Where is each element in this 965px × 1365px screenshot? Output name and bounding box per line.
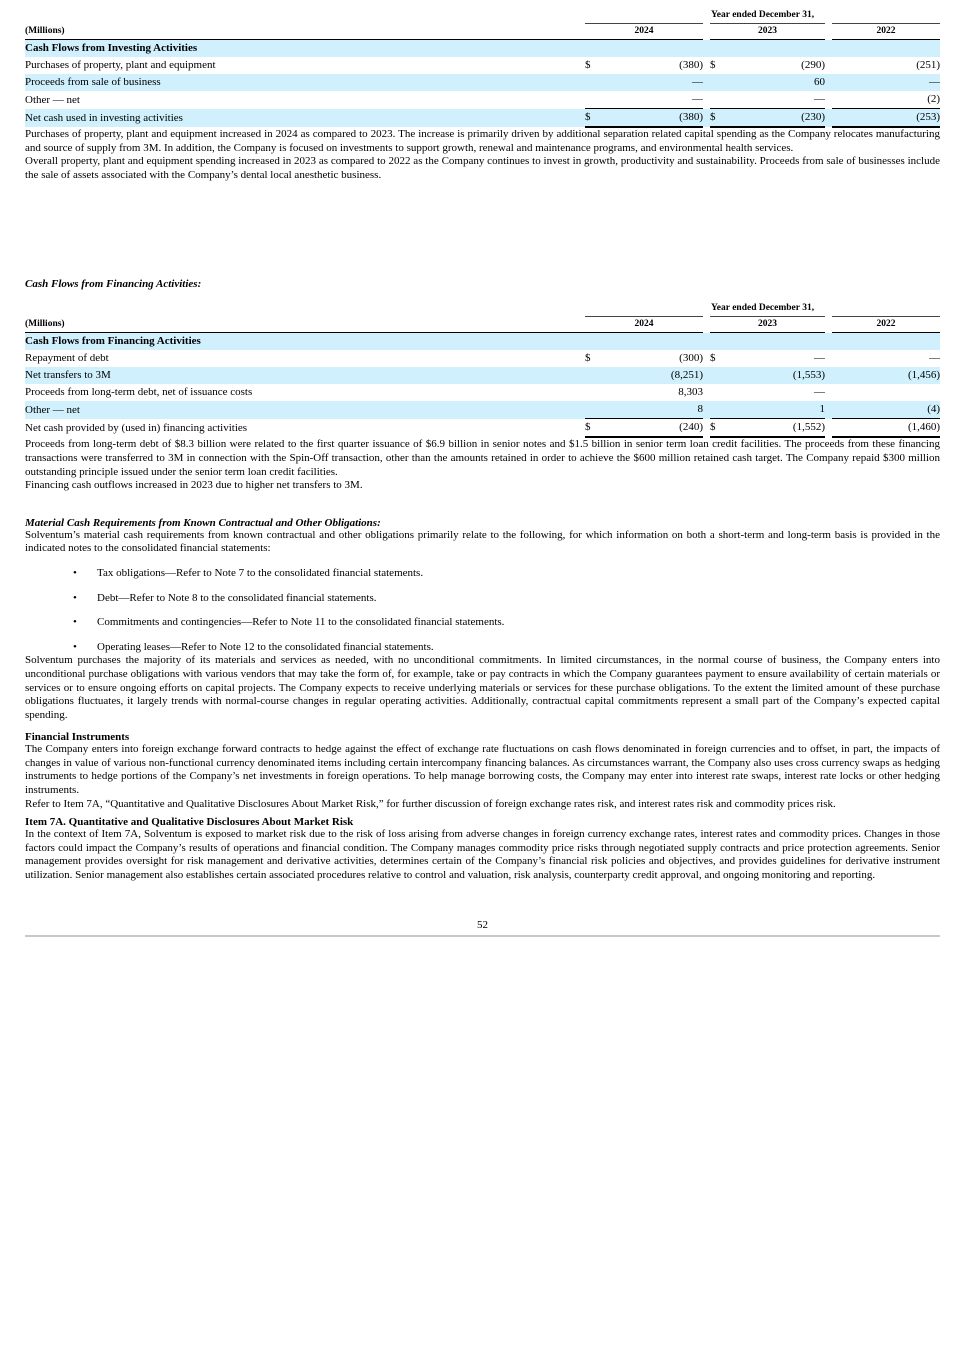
year-header-row bbox=[25, 24, 940, 40]
value-2022: (253) bbox=[842, 109, 940, 128]
row-label: Other — net bbox=[25, 93, 80, 106]
page-number: 52 bbox=[477, 918, 488, 931]
year-column-2022: 2022 bbox=[832, 317, 940, 333]
investing-paragraph-2: Overall property, plant and equipment spending increased in 2023 as compared to 2022 as the Company continues to invest in growth, productivity and sustainability. Proceeds from sale of businesses include the sale of assets associated with the Company’s dental local anesthetic business. bbox=[25, 155, 940, 181]
value-2023: — bbox=[814, 352, 825, 365]
currency-symbol bbox=[832, 350, 842, 367]
value-2024: — bbox=[692, 76, 703, 88]
currency-symbol bbox=[832, 419, 842, 438]
currency-symbol bbox=[585, 91, 599, 109]
currency-symbol bbox=[710, 91, 724, 109]
financial-instruments-paragraph: The Company enters into foreign exchange forward contracts to hedge against the effect of exchange rate fluctuations on cash flows denominated in foreign currencies and to offset, in part, the impacts of changes in value of various non-functional currency denominated items including certain intercompany financing balances. As circumstances warrant, the Company also uses cross currency swaps as hedging instruments to hedge portions of the Company’s net investments in foreign operations. To help manage borrowing costs, the Company may enter into interest rate swaps, interest rate locks or other hedging instruments. bbox=[25, 743, 940, 797]
spacer-cell bbox=[825, 350, 832, 367]
millions-label: (Millions) bbox=[25, 317, 585, 333]
value-2022: (1,460) bbox=[842, 419, 940, 438]
period-header-row bbox=[25, 8, 940, 24]
currency-symbol bbox=[710, 74, 724, 91]
value-2023: (1,552) bbox=[724, 419, 825, 438]
value-2023: (1,553) bbox=[792, 369, 825, 382]
spacer-cell bbox=[703, 419, 710, 438]
row-label: Purchases of property, plant and equipment bbox=[25, 59, 216, 71]
empty-cell bbox=[25, 8, 585, 24]
bullet-item-tax-obligations bbox=[73, 567, 940, 581]
spacer-cell bbox=[703, 91, 710, 109]
row-label: Net cash provided by (used in) financing activities bbox=[25, 422, 248, 435]
financing-activities-table bbox=[25, 301, 940, 438]
bullet-icon: • bbox=[73, 566, 77, 579]
spacer-cell bbox=[703, 401, 710, 419]
table-row-data bbox=[25, 367, 940, 384]
bullet-icon: • bbox=[73, 591, 77, 604]
spacer-cell bbox=[703, 74, 710, 91]
bullet-item-commitments bbox=[73, 616, 940, 630]
currency-symbol bbox=[832, 401, 842, 419]
table-row-data bbox=[25, 91, 940, 109]
bullet-text: Tax obligations—Refer to Note 7 to the consolidated financial statements. bbox=[97, 566, 424, 579]
currency-symbol bbox=[710, 367, 724, 384]
value-2022: — bbox=[929, 76, 941, 88]
material-cash-requirements-heading: Material Cash Requirements from Known Contractual and Other Obligations: bbox=[25, 516, 381, 529]
currency-symbol: $ bbox=[585, 59, 591, 71]
value-2022: (251) bbox=[916, 59, 941, 71]
currency-symbol bbox=[585, 367, 599, 384]
value-2022: (2) bbox=[927, 93, 941, 105]
period-header: Year ended December 31, bbox=[711, 303, 815, 314]
table-row-total bbox=[25, 419, 940, 438]
bullet-icon: • bbox=[73, 640, 77, 653]
value-2024: (380) bbox=[679, 59, 703, 71]
investing-activities-table bbox=[25, 8, 940, 128]
spacer-cell bbox=[703, 109, 710, 128]
row-label: Other — net bbox=[25, 403, 80, 416]
value-2024: 8,303 bbox=[678, 386, 703, 399]
spacer-cell bbox=[703, 57, 710, 74]
value-2023: — bbox=[814, 386, 825, 399]
spacer-cell bbox=[703, 384, 710, 401]
spacer-cell bbox=[825, 109, 832, 128]
purchase-obligations-paragraph: Solventum purchases the majority of its materials and services as needed, with no unconditional commitments. In limited circumstances, in the normal course of business, the Company enters into unconditional purchase obligations with various vendors that may take the form of, for example, take or pay contracts in which the Company guarantees payment to ensure availability of certain materials or services or to ensure ongoing efforts on capital projects. The Company expects to receive underlying materials or services for these purchase obligations. To the extent the limited amount of these purchase obligations fluctuates, it largely trends with normal-course changes in regular operating activities. Additionally, contractual capital commitments represent a small part of the Company’s expected capital spending. bbox=[25, 654, 940, 721]
millions-label: (Millions) bbox=[25, 24, 585, 40]
year-column-2024: 2024 bbox=[585, 24, 703, 40]
table-row-section bbox=[25, 333, 940, 351]
value-2022: — bbox=[929, 352, 941, 365]
currency-symbol bbox=[585, 401, 599, 419]
spacer-cell bbox=[825, 317, 832, 333]
value-2023: 60 bbox=[814, 76, 825, 88]
currency-symbol bbox=[832, 109, 842, 128]
footer-divider bbox=[25, 935, 940, 937]
currency-symbol bbox=[832, 367, 842, 384]
financing-paragraph-2: Financing cash outflows increased in 2023 due to higher net transfers to 3M. bbox=[25, 479, 363, 492]
spacer-cell bbox=[825, 419, 832, 438]
value-2022: (4) bbox=[927, 403, 941, 416]
section-row-label: Cash Flows from Financing Activities bbox=[25, 335, 201, 348]
spacer-cell bbox=[703, 317, 710, 333]
financing-paragraph-1: Proceeds from long-term debt of $8.3 billion were related to the first quarter issuance of $6.9 billion in senior notes and $1.5 billion in senior term loan credit facilities. The proceeds from these financing transactions were transferred to 3M in connection with the Spin-Off transaction, other than the amounts retained in order to achieve the $600 million retained cash target. The Company repaid $300 million outstanding principle issued under the senior term loan credit facilities. bbox=[25, 438, 940, 478]
value-2024: (300) bbox=[679, 352, 703, 365]
currency-symbol bbox=[832, 74, 842, 91]
currency-symbol bbox=[832, 91, 842, 109]
value-2023: 1 bbox=[819, 403, 825, 416]
value-2022: (1,456) bbox=[908, 369, 941, 382]
currency-symbol bbox=[832, 384, 842, 401]
currency-symbol bbox=[710, 384, 724, 401]
row-label: Net cash used in investing activities bbox=[25, 112, 183, 124]
bullet-text: Debt—Refer to Note 8 to the consolidated financial statements. bbox=[97, 591, 377, 604]
year-header-row bbox=[25, 317, 940, 333]
currency-symbol bbox=[585, 384, 599, 401]
currency-symbol bbox=[832, 57, 842, 74]
material-cash-intro-paragraph: Solventum’s material cash requirements from known contractual and other obligations primarily relate to the following, for which information on both a short-term and long-term basis is provided in the indicated notes to the consolidated financial statements: bbox=[25, 528, 940, 555]
financial-instruments-heading: Financial Instruments bbox=[25, 731, 130, 744]
table-row-data bbox=[25, 401, 940, 419]
currency-symbol: $ bbox=[710, 419, 724, 438]
bullet-icon: • bbox=[73, 616, 77, 629]
spacer-cell bbox=[703, 350, 710, 367]
item7a-heading: Item 7A. Quantitative and Qualitative Disclosures About Market Risk bbox=[25, 816, 354, 829]
currency-symbol: $ bbox=[585, 352, 591, 365]
value-2024: 8 bbox=[697, 403, 703, 416]
financing-activities-heading: Cash Flows from Financing Activities: bbox=[25, 278, 202, 291]
currency-symbol: $ bbox=[710, 352, 716, 365]
currency-symbol: $ bbox=[710, 109, 724, 128]
year-column-2024: 2024 bbox=[585, 317, 703, 333]
spacer-cell bbox=[825, 24, 832, 40]
value-2024: (8,251) bbox=[670, 369, 703, 382]
investing-paragraph-1: Purchases of property, plant and equipment increased in 2024 as compared to 2023. The increase is primarily driven by additional separation related capital spending as the Company relocates manufacturing and source of supply from 3M. In addition, the Company is focused on investments to support growth, renewal and maintenance programs, and environmental health services. bbox=[25, 128, 940, 154]
bullet-item-operating-leases bbox=[73, 641, 940, 655]
year-column-2023: 2023 bbox=[710, 24, 825, 40]
table-row-data bbox=[25, 57, 940, 74]
table-row-section bbox=[25, 40, 940, 58]
row-label: Repayment of debt bbox=[25, 352, 109, 365]
value-2022 bbox=[842, 384, 940, 401]
currency-symbol bbox=[585, 74, 599, 91]
value-2024: (380) bbox=[599, 109, 703, 128]
bullet-text: Commitments and contingencies—Refer to Note 11 to the consolidated financial statements. bbox=[97, 616, 505, 629]
bullet-text: Operating leases—Refer to Note 12 to the consolidated financial statements. bbox=[97, 640, 434, 653]
year-column-2022: 2022 bbox=[832, 24, 940, 40]
row-label: Proceeds from sale of business bbox=[25, 76, 161, 88]
table-row-data bbox=[25, 74, 940, 91]
row-label: Net transfers to 3M bbox=[25, 369, 111, 382]
spacer-cell bbox=[703, 367, 710, 384]
spacer-cell bbox=[825, 57, 832, 74]
bullet-item-debt bbox=[73, 592, 940, 606]
period-header-row bbox=[25, 301, 940, 317]
currency-symbol: $ bbox=[585, 419, 599, 438]
item7a-paragraph: In the context of Item 7A, Solventum is exposed to market risk due to the risk of loss arising from adverse changes in foreign currency exchange rates, interest rates and commodity prices. Changes in those factors could impact the Company’s results of operations and financial condition. The Company manages commodity price risks through negotiated supply contracts and price protection agreements. Senior management provides oversight for risk management and derivative activities, determines certain of the Company’s financial risk policies and objectives, and provides guidelines for derivative instrument utilization. Senior management also establishes certain associated procedures relative to control and valuation, risk analysis, counterparty credit approval, and ongoing monitoring and reporting. bbox=[25, 828, 940, 882]
row-label: Proceeds from long-term debt, net of issuance costs bbox=[25, 386, 253, 399]
table-row-data bbox=[25, 384, 940, 401]
spacer-cell bbox=[825, 74, 832, 91]
spacer-cell bbox=[825, 367, 832, 384]
table-row-data bbox=[25, 350, 940, 367]
section-row-label: Cash Flows from Investing Activities bbox=[25, 42, 198, 54]
refer-item7a-paragraph: Refer to Item 7A, “Quantitative and Qualitative Disclosures About Market Risk,” for further discussion of foreign exchange rates risk, and interest rates risk and commodity prices risk. bbox=[25, 797, 836, 810]
table-row-total bbox=[25, 109, 940, 128]
value-2024: — bbox=[692, 93, 703, 105]
empty-cell bbox=[25, 301, 585, 317]
value-2023: (230) bbox=[724, 109, 825, 128]
currency-symbol: $ bbox=[710, 59, 716, 71]
currency-symbol bbox=[710, 401, 724, 419]
spacer-cell bbox=[825, 384, 832, 401]
spacer-cell bbox=[703, 24, 710, 40]
spacer-cell bbox=[825, 91, 832, 109]
value-2024: (240) bbox=[599, 419, 703, 438]
currency-symbol: $ bbox=[585, 109, 599, 128]
period-header: Year ended December 31, bbox=[711, 10, 815, 20]
spacer-cell bbox=[825, 401, 832, 419]
year-column-2023: 2023 bbox=[710, 317, 825, 333]
value-2023: (290) bbox=[801, 59, 825, 71]
value-2023: — bbox=[814, 93, 825, 105]
